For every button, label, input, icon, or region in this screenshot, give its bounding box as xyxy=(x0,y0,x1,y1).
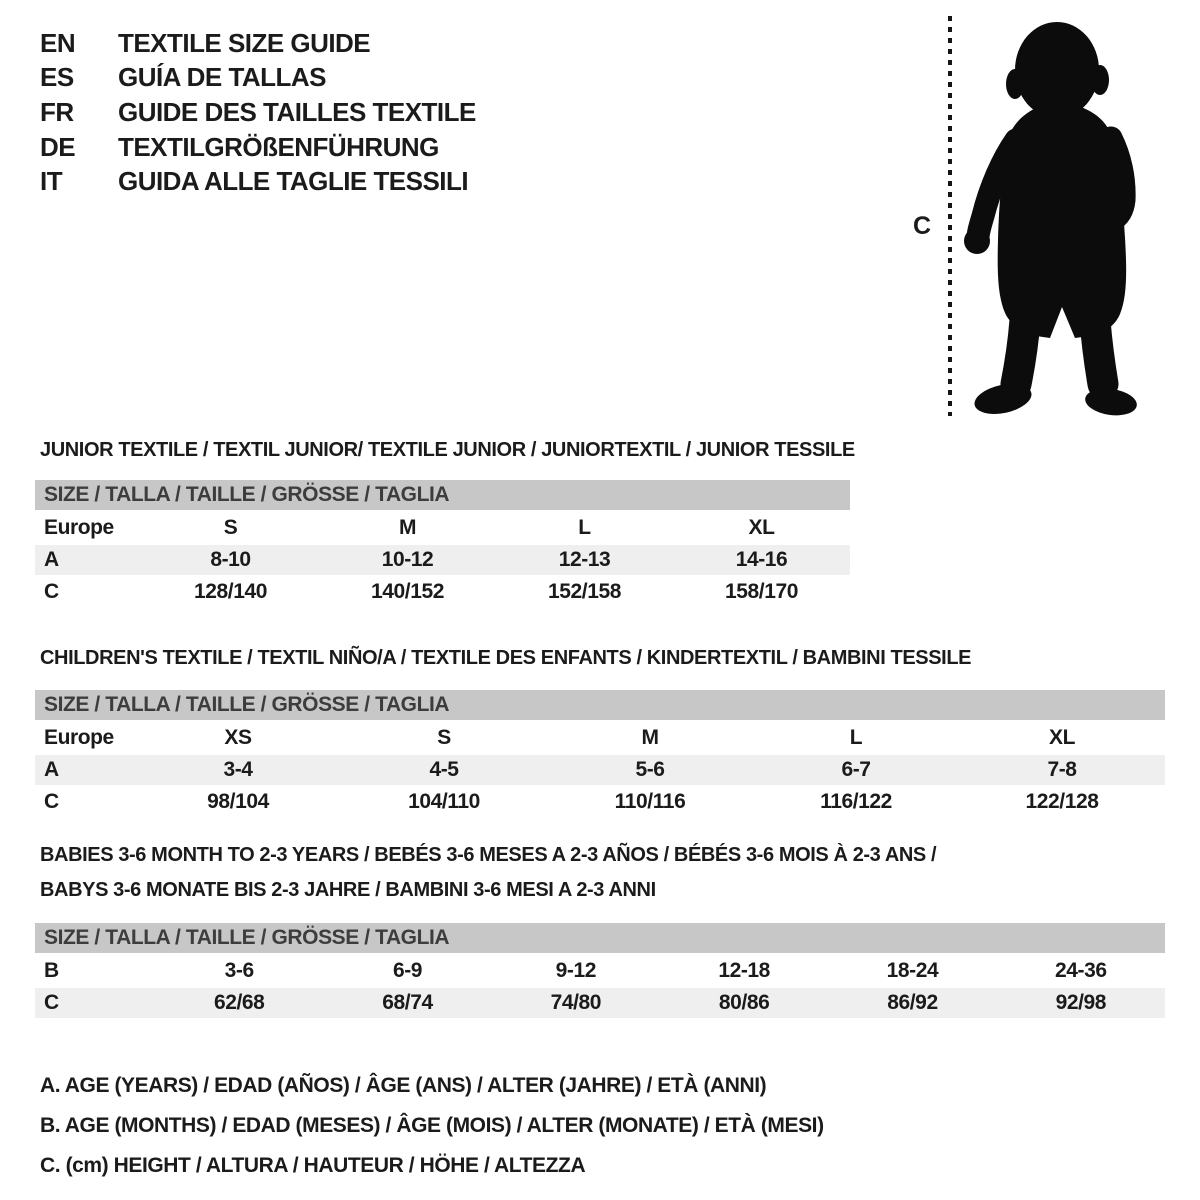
section-title-babies-line1: BABIES 3-6 MONTH TO 2-3 YEARS / BEBÉS 3-6 MESES A 2-3 AÑOS / BÉBÉS 3-6 MOIS À 2-3 ANS / xyxy=(40,844,937,866)
table-cell: 12-13 xyxy=(496,545,673,575)
row-label: Europe xyxy=(44,726,114,749)
language-code: IT xyxy=(40,166,63,197)
language-code: DE xyxy=(40,131,76,162)
table-header-children: SIZE / TALLA / TAILLE / GRÖSSE / TAGLIA xyxy=(35,690,1165,720)
table-cell: 24-36 xyxy=(1055,959,1107,982)
row-label: C xyxy=(44,580,59,603)
table-cell: 14-16 xyxy=(673,545,850,575)
table-cell: 104/110 xyxy=(408,790,480,813)
section-title-children: CHILDREN'S TEXTILE / TEXTIL NIÑO/A / TEXTILE DES ENFANTS / KINDERTEXTIL / BAMBINI TESSILE xyxy=(40,647,972,669)
row-label: B xyxy=(44,959,59,982)
table-cell: L xyxy=(578,516,591,539)
table-cell: 8-10 xyxy=(142,545,319,575)
table-row xyxy=(35,513,850,543)
table-cell: 80/86 xyxy=(660,988,828,1018)
table-cell: 128/140 xyxy=(194,580,267,603)
table-cell: 92/98 xyxy=(997,988,1165,1018)
table-cell: 140/152 xyxy=(371,580,444,603)
table-cell: 9-12 xyxy=(555,959,596,982)
language-code: FR xyxy=(40,96,74,127)
table-cell: 6-9 xyxy=(392,959,423,982)
height-measure-label: C xyxy=(912,212,932,240)
language-code: ES xyxy=(40,62,74,93)
section-title-babies xyxy=(40,838,936,908)
language-row xyxy=(40,130,476,165)
section-title-babies-line2: BABYS 3-6 MONATE BIS 2-3 JAHRE / BAMBINI 3-6 MESI A 2-3 ANNI xyxy=(40,879,656,901)
table-row xyxy=(35,988,1165,1018)
language-code: EN xyxy=(40,27,76,58)
table-cell: 10-12 xyxy=(319,545,496,575)
language-row xyxy=(40,95,476,130)
table-row xyxy=(35,723,1165,753)
table-cell: XL xyxy=(1049,726,1075,749)
row-label: A xyxy=(35,755,135,785)
table-cell: 62/68 xyxy=(155,988,323,1018)
table-cell: 18-24 xyxy=(886,959,939,982)
language-label: GUÍA DE TALLAS xyxy=(118,62,326,93)
table-row xyxy=(35,577,850,607)
measure-legend xyxy=(40,1066,824,1186)
language-row xyxy=(40,164,476,199)
table-cell: 3-4 xyxy=(135,755,341,785)
table-cell: 68/74 xyxy=(323,988,491,1018)
table-cell: 116/122 xyxy=(820,790,892,813)
table-cell: S xyxy=(223,516,238,539)
babies-size-table xyxy=(35,923,1165,1020)
toddler-silhouette-image xyxy=(962,20,1177,420)
table-cell: 5-6 xyxy=(547,755,753,785)
row-label: C xyxy=(44,790,59,813)
legend-line-b: B. AGE (MONTHS) / EDAD (MESES) / ÂGE (MOIS) / ALTER (MONATE) / ETÀ (MESI) xyxy=(40,1114,824,1137)
row-label: C xyxy=(35,988,155,1018)
table-cell: M xyxy=(398,516,417,539)
table-cell: 122/128 xyxy=(1025,790,1099,813)
language-row xyxy=(40,61,476,96)
language-row xyxy=(40,26,476,61)
legend-line-c: C. (cm) HEIGHT / ALTURA / HAUTEUR / HÖHE / ALTEZZA xyxy=(40,1154,586,1177)
language-label: TEXTILGRÖßENFÜHRUNG xyxy=(118,131,439,162)
children-size-table xyxy=(35,690,1165,819)
table-row xyxy=(35,956,1165,986)
table-cell: 6-7 xyxy=(753,755,959,785)
language-title-list xyxy=(40,26,476,199)
language-label: GUIDA ALLE TAGLIE TESSILI xyxy=(118,166,469,197)
table-cell: 152/158 xyxy=(548,580,621,603)
table-cell: L xyxy=(849,726,863,749)
table-row xyxy=(35,755,1165,785)
table-cell: 86/92 xyxy=(828,988,996,1018)
table-cell: S xyxy=(437,726,451,749)
row-label: A xyxy=(35,545,142,575)
table-cell: 98/104 xyxy=(207,790,269,813)
table-row xyxy=(35,787,1165,817)
section-title-junior: JUNIOR TEXTILE / TEXTIL JUNIOR/ TEXTILE JUNIOR / JUNIORTEXTIL / JUNIOR TESSILE xyxy=(40,439,855,461)
language-label: GUIDE DES TAILLES TEXTILE xyxy=(118,96,476,127)
height-measure-dashed-line xyxy=(948,16,952,416)
table-cell: 74/80 xyxy=(492,988,660,1018)
table-row xyxy=(35,545,850,575)
table-cell: 158/170 xyxy=(725,580,798,603)
table-cell: 7-8 xyxy=(959,755,1165,785)
table-cell: XL xyxy=(748,516,775,539)
table-header-babies: SIZE / TALLA / TAILLE / GRÖSSE / TAGLIA xyxy=(35,923,1165,953)
table-cell: 3-6 xyxy=(224,959,254,982)
table-cell: XS xyxy=(224,726,252,749)
table-cell: 4-5 xyxy=(341,755,547,785)
legend-line-a: A. AGE (YEARS) / EDAD (AÑOS) / ÂGE (ANS) / ALTER (JAHRE) / ETÀ (ANNI) xyxy=(40,1074,767,1097)
language-label: TEXTILE SIZE GUIDE xyxy=(118,27,371,58)
table-header-junior: SIZE / TALLA / TAILLE / GRÖSSE / TAGLIA xyxy=(35,480,850,510)
table-cell: 110/116 xyxy=(614,790,686,813)
row-label: Europe xyxy=(44,516,114,539)
table-cell: M xyxy=(641,726,659,749)
table-cell: 12-18 xyxy=(718,959,770,982)
junior-size-table xyxy=(35,480,850,609)
